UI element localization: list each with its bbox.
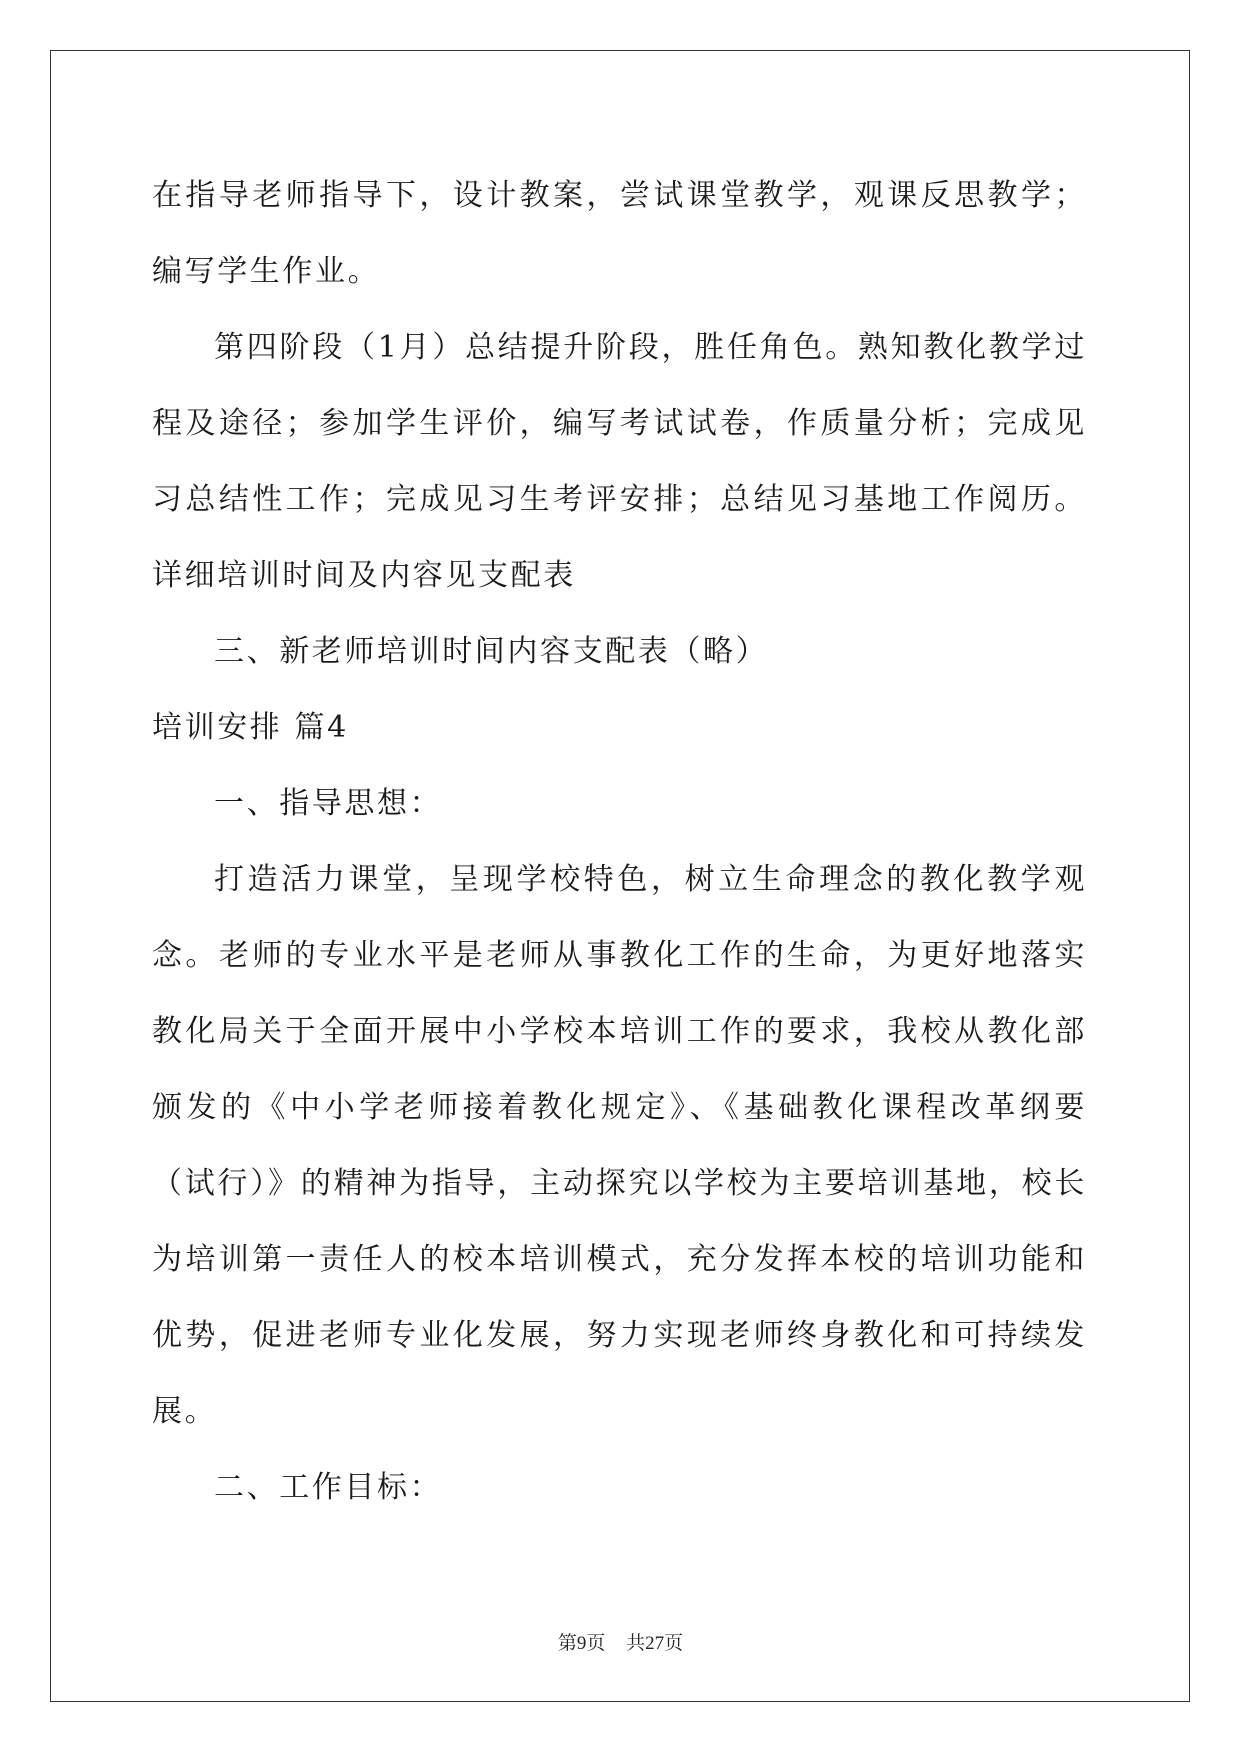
section-heading: 培训安排 篇4 xyxy=(152,710,349,745)
paragraph-1: 在指导老师指导下，设计教案，尝试课堂教学，观课反思教学；编写学生作业。 xyxy=(152,178,1087,289)
page-footer xyxy=(0,1628,1241,1655)
page-number: 第9页 xyxy=(557,1633,606,1654)
paragraph-6: 打造活力课堂，呈现学校特色，树立生命理念的教化教学观念。老师的专业水平是老师从事教化工作的生命，为更好地落实教化局关于全面开展中小学校本培训工作的要求，我校从教化部颁发的《中小学老师接着教化规定》、《基础教化课程改革纲要（试行）》的精神为指导，主动探究以学校为主要培训基地，校长为培训第一责任人的校本培训模式，充分发挥本校的培训功能和优势，促进老师专业化发展，努力实现老师终身教化和可持续发展。 xyxy=(152,862,1087,1429)
document-body xyxy=(152,158,1087,1526)
paragraph-5: 一、指导思想： xyxy=(214,786,443,821)
paragraph-7: 二、工作目标： xyxy=(214,1470,443,1505)
paragraph-3: 三、新老师培训时间内容支配表（略） xyxy=(214,634,769,669)
page-total: 共27页 xyxy=(626,1633,684,1654)
paragraph-2: 第四阶段（1月）总结提升阶段，胜任角色。熟知教化教学过程及途径；参加学生评价，编写考试试卷，作质量分析；完成见习总结性工作；完成见习生考评安排；总结见习基地工作阅历。详细培训时间及内容见支配表 xyxy=(152,330,1087,593)
